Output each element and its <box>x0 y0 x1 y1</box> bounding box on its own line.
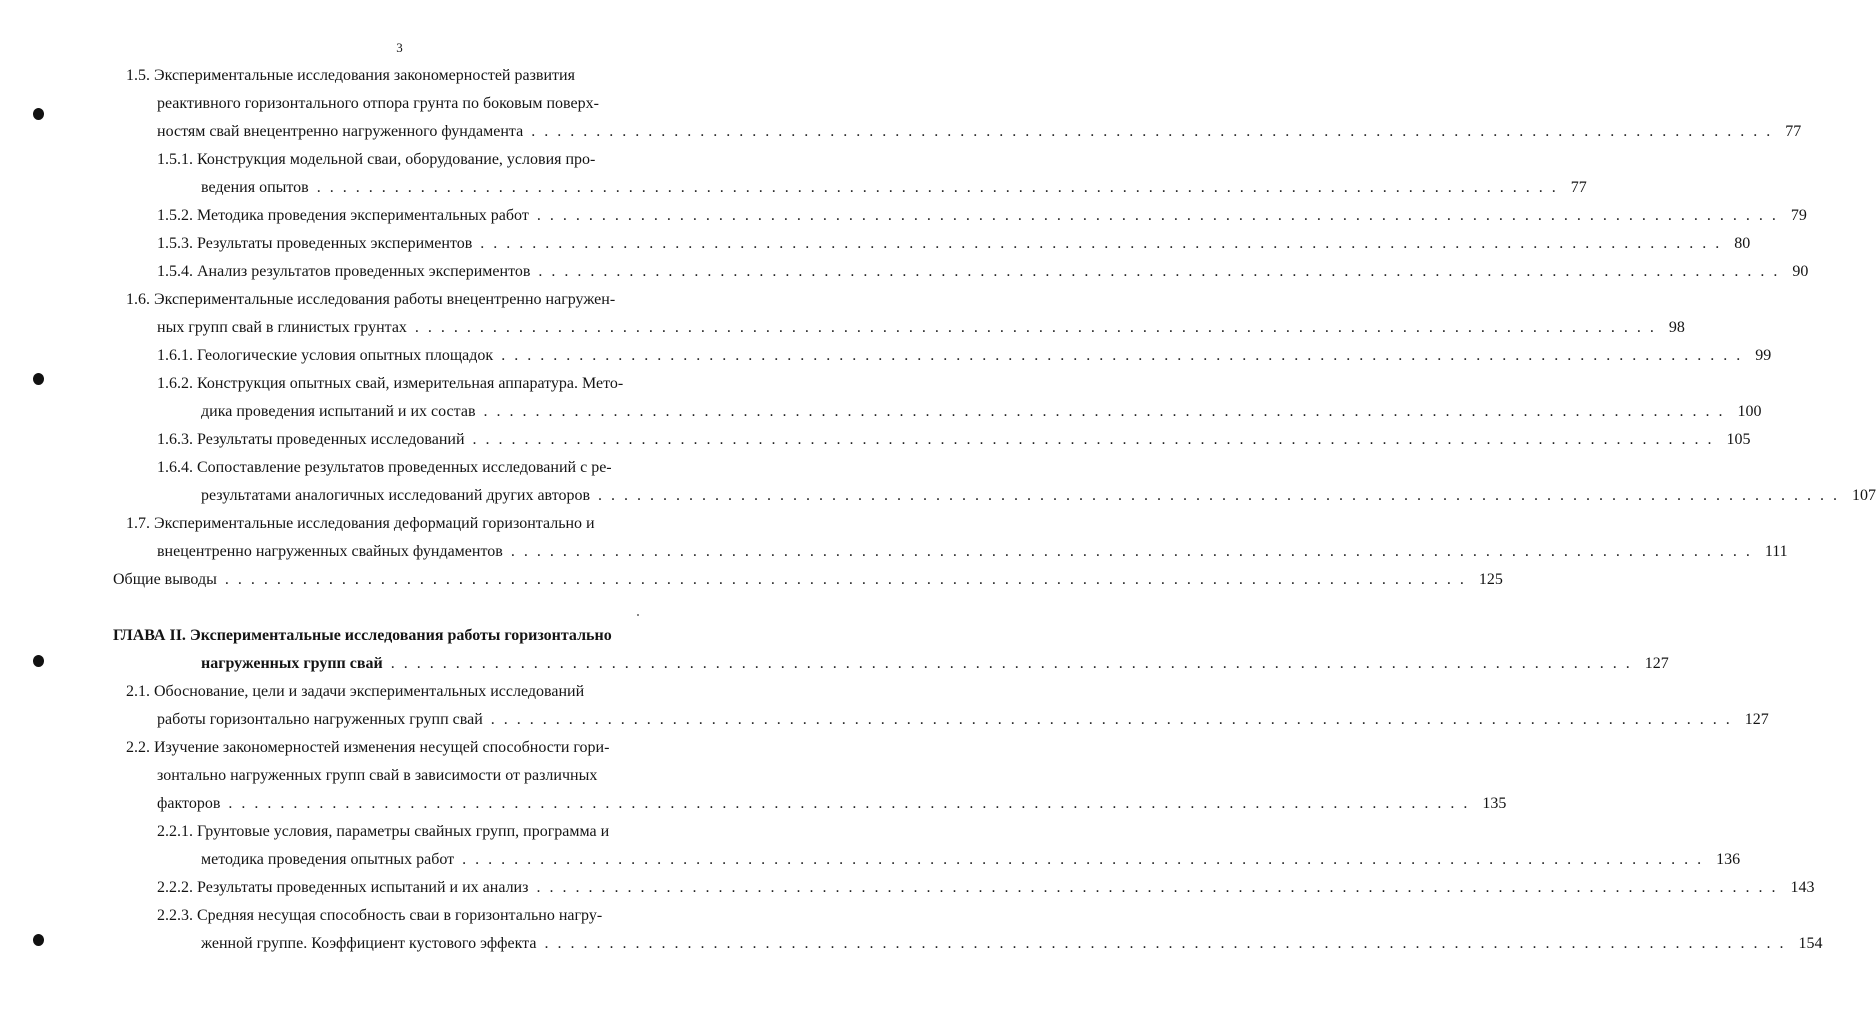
toc-entry-title: методика проведения опытных работ <box>201 851 455 868</box>
toc-entry-title: результатами аналогичных исследований других авторов <box>201 487 591 504</box>
dot-leader: ................................................................................................ <box>510 543 1759 560</box>
toc-entry-title: факторов <box>157 795 221 812</box>
dot-leader: ................................................................................................ <box>228 795 1477 812</box>
toc-entry-title: ведения опытов <box>201 179 309 196</box>
page-ref: 127 <box>1644 655 1669 672</box>
page-ref: 77 <box>1785 123 1802 140</box>
toc-line: 1.7. Экспериментальные исследования деформаций горизонтально и <box>126 515 595 532</box>
toc-entry <box>201 174 1587 202</box>
dot-leader: ................................................................................................ <box>224 571 1473 588</box>
toc-entry-title: ностям свай внецентренно нагруженного фундамента <box>157 123 524 140</box>
toc-entry-title: 1.6.1. Геологические условия опытных площадок <box>157 347 494 364</box>
page-ref: 105 <box>1726 431 1751 448</box>
toc-entry-title: 1.5.2. Методика проведения экспериментальных работ <box>157 207 529 224</box>
toc-line: реактивного горизонтального отпора грунта по боковым поверх- <box>157 95 599 112</box>
page-ref: 99 <box>1755 347 1772 364</box>
toc-line: зонтально нагруженных групп свай в зависимости от различных <box>157 767 598 784</box>
page-ref: 77 <box>1570 179 1587 196</box>
toc-entry <box>157 342 1772 370</box>
toc-line: 1.5. Экспериментальные исследования закономерностей развития <box>126 67 575 84</box>
toc-entry <box>201 650 1669 678</box>
dot-leader: ................................................................................................ <box>462 851 1711 868</box>
toc-entry-title: Общие выводы <box>113 571 217 588</box>
page-ref: 136 <box>1716 851 1741 868</box>
page-ref: 107 <box>1852 487 1876 504</box>
toc-entry <box>157 790 1507 818</box>
dot-leader: ................................................................................................ <box>480 235 1729 252</box>
toc-entry-title: внецентренно нагруженных свайных фундаментов <box>157 543 503 560</box>
toc-line: 2.1. Обоснование, цели и задачи экспериментальных исследований <box>126 683 585 700</box>
page-ref: 111 <box>1764 543 1788 560</box>
page-ref: 79 <box>1790 207 1807 224</box>
dot-leader: ................................................................................................ <box>536 207 1785 224</box>
page-ref: 100 <box>1737 403 1762 420</box>
toc-line: 1.6. Экспериментальные исследования работы внецентренно нагружен- <box>126 291 616 308</box>
dot-leader: ................................................................................................ <box>538 263 1787 280</box>
toc-entry <box>201 846 1741 874</box>
toc-line: 1.6.2. Конструкция опытных свай, измерительная аппаратура. Мето- <box>157 375 624 392</box>
dot-leader: ................................................................................................ <box>390 655 1639 672</box>
chapter-heading: ГЛАВА II. Экспериментальные исследования работы горизонтально <box>113 627 612 644</box>
toc-line: 1.6.4. Сопоставление результатов проведенных исследований с ре- <box>157 459 612 476</box>
page-ref: 80 <box>1734 235 1751 252</box>
toc-entry <box>157 118 1802 146</box>
toc-entry <box>201 398 1762 426</box>
dot-leader: ................................................................................................ <box>544 935 1793 952</box>
page-ref: 135 <box>1482 795 1507 812</box>
toc-line: 1.5.1. Конструкция модельной сваи, оборудование, условия про- <box>157 151 596 168</box>
page-ref: 125 <box>1478 571 1503 588</box>
toc-entry-title: работы горизонтально нагруженных групп свай <box>157 711 483 728</box>
toc-entry <box>157 426 1751 454</box>
page-number: 3 <box>396 40 403 55</box>
dot-leader: ................................................................................................ <box>598 487 1847 504</box>
dot-leader: ................................................................................................ <box>472 431 1721 448</box>
toc-entry <box>157 230 1751 258</box>
toc-entry-title: 1.6.3. Результаты проведенных исследований <box>157 431 465 448</box>
toc-line: 2.2.3. Средняя несущая способность сваи в горизонтально нагру- <box>157 907 603 924</box>
toc-entry-title: 2.2.2. Результаты проведенных испытаний и их анализ <box>157 879 529 896</box>
toc-line: 2.2. Изучение закономерностей изменения несущей способности гори- <box>126 739 610 756</box>
toc-entry <box>157 538 1788 566</box>
toc-entry <box>157 258 1809 286</box>
page-ref: 98 <box>1668 319 1685 336</box>
toc-entry <box>201 482 1876 510</box>
dot-leader: ................................................................................................ <box>316 179 1565 196</box>
dot-leader: ................................................................................................ <box>501 347 1750 364</box>
toc-entry-title: ных групп свай в глинистых грунтах <box>157 319 407 336</box>
page-ref: 90 <box>1792 263 1809 280</box>
toc-entry <box>201 930 1823 958</box>
toc-entry <box>157 706 1769 734</box>
page-ref: 154 <box>1798 935 1823 952</box>
dot-leader: ................................................................................................ <box>490 711 1739 728</box>
dot-leader: ................................................................................................ <box>483 403 1732 420</box>
toc-entry-title: женной группе. Коэффициент кустового эффекта <box>201 935 537 952</box>
toc-entry <box>113 566 1503 594</box>
toc-entry-title: 1.5.3. Результаты проведенных экспериментов <box>157 235 473 252</box>
toc-entry-title: 1.5.4. Анализ результатов проведенных экспериментов <box>157 263 531 280</box>
toc-entry-title: дика проведения испытаний и их состав <box>201 403 476 420</box>
toc-line: 2.2.1. Грунтовые условия, параметры свайных групп, программа и <box>157 823 610 840</box>
dot-leader: ................................................................................................ <box>536 879 1785 896</box>
page-ref: 127 <box>1744 711 1769 728</box>
toc-entry-title: нагруженных групп свай <box>201 655 383 672</box>
toc-entry <box>157 202 1807 230</box>
page-ref: 143 <box>1790 879 1815 896</box>
toc-entry <box>157 874 1815 902</box>
toc-entry <box>157 314 1685 342</box>
dot-leader: ................................................................................................ <box>531 123 1780 140</box>
dot-leader: ................................................................................................ <box>414 319 1663 336</box>
